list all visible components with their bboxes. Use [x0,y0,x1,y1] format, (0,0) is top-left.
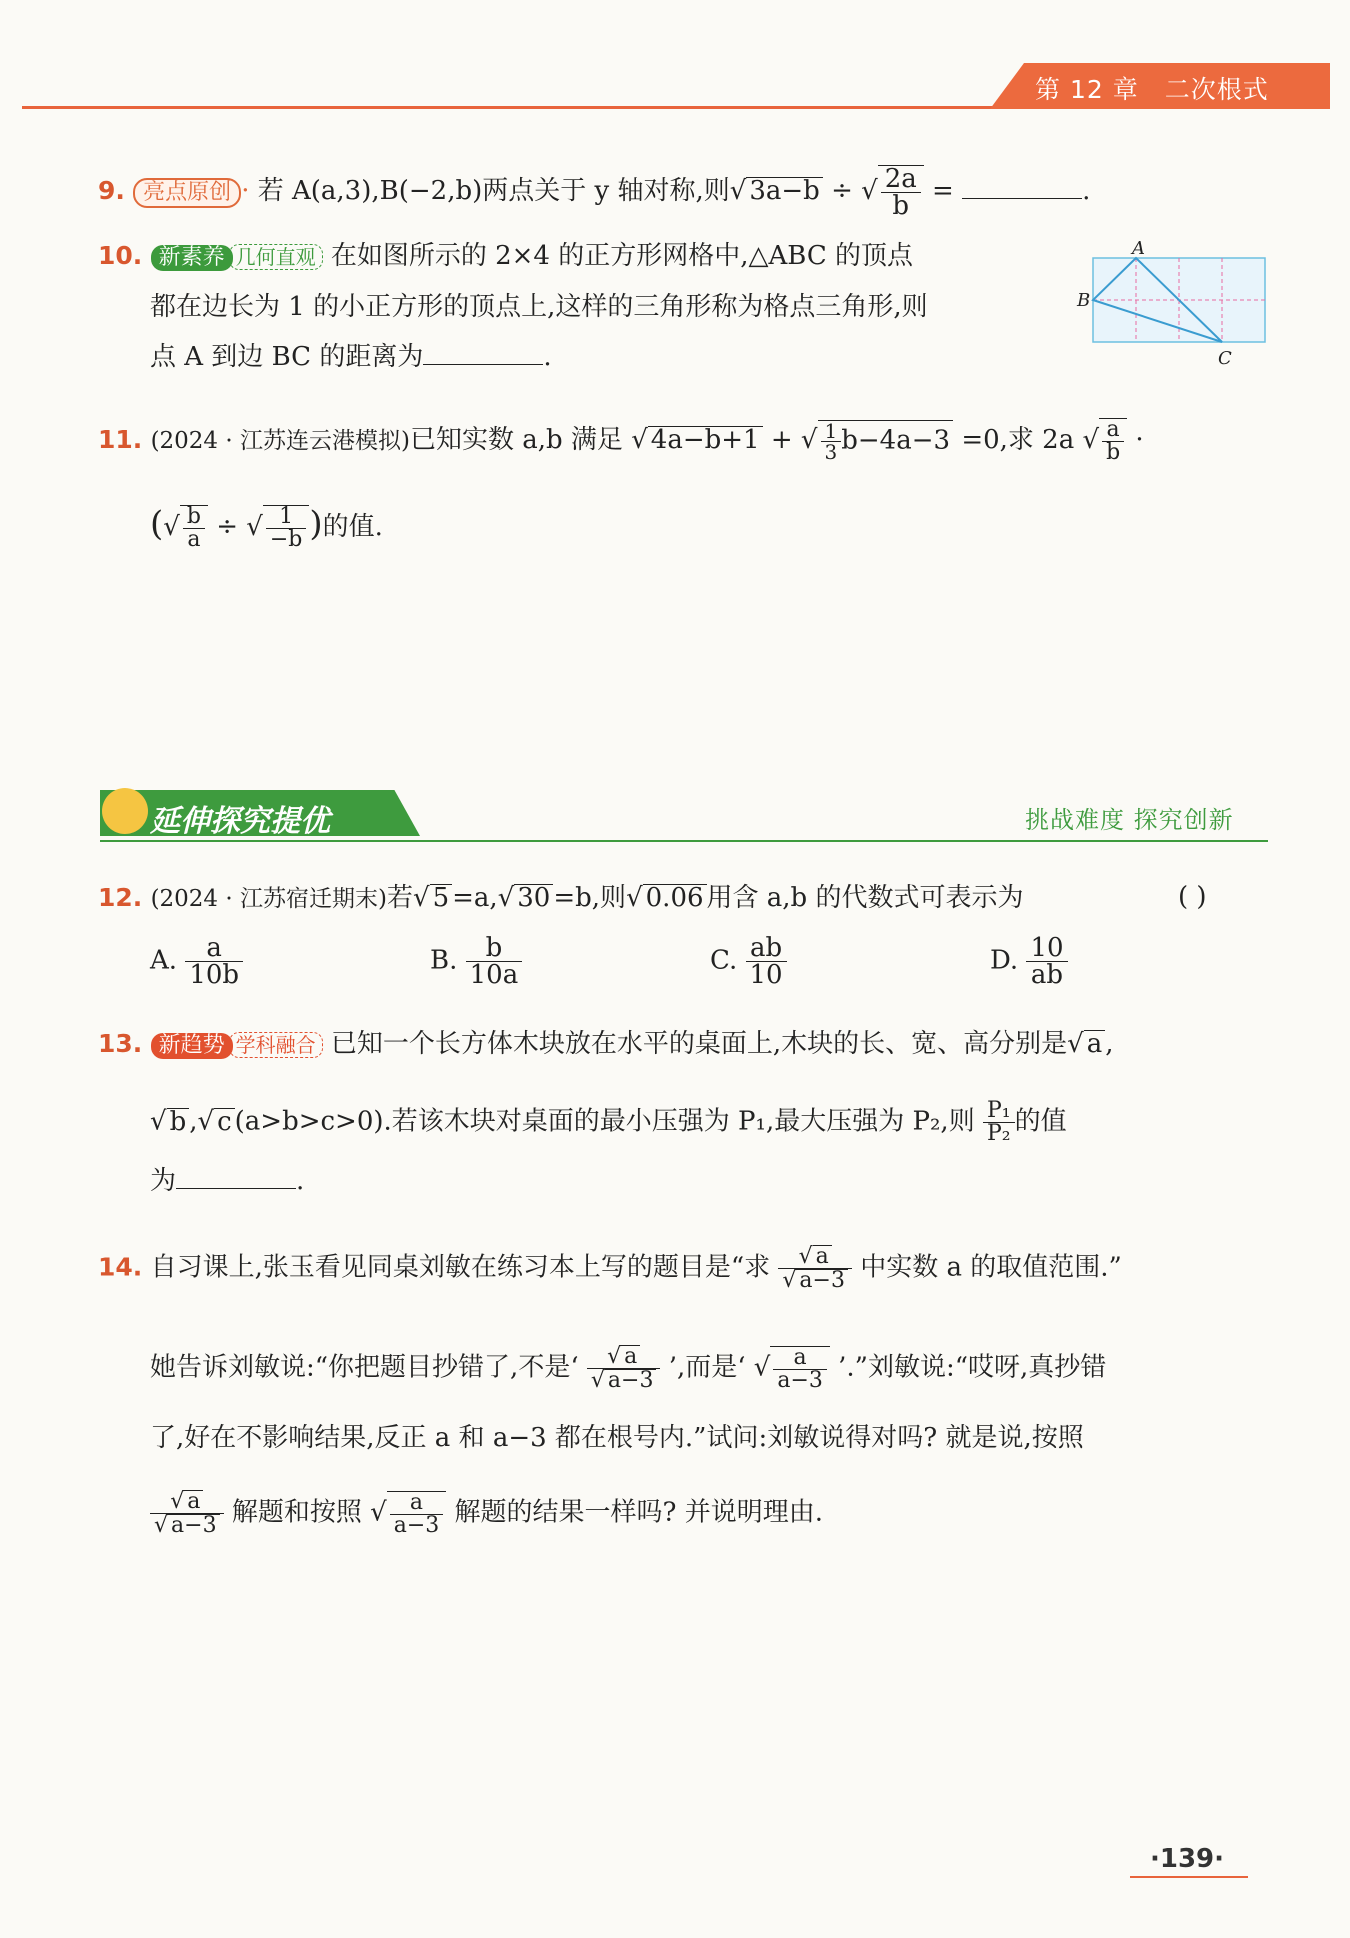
tag-new-literacy: 新素养 [151,245,233,271]
q10-line3: 点 A 到边 BC 的距离为 . [150,342,552,372]
radical-3: $\frac{a}{b}$ [1099,418,1127,464]
question-number: 13. [98,1029,143,1058]
label-a: A [1132,238,1145,259]
q14-line2: 她告诉刘敏说:“你把题目抄错了,不是‘ $\frac{√ a}{√ a-3}$ ’,而是‘ √ $\frac{a}{a-3}$ ’.”刘敏说:“哎呀,真抄错 [150,1344,1107,1393]
q9-radical: 3a−b [746,177,822,204]
label-c: C [1218,348,1232,368]
q9-fraction: $\frac{2a}{b}$ [878,165,924,219]
answer-blank [176,1188,296,1189]
chapter-number: 第 12 章 [1035,75,1139,104]
tag-original: 亮点原创 [133,178,241,208]
chapter-header [1035,70,1295,106]
grid-figure [1075,238,1275,368]
section-rule [100,840,1268,842]
answer-blank [423,364,543,365]
question-number: 9. [98,176,125,205]
question-number: 10. [98,241,143,270]
source: (2024 · 江苏连云港模拟) [150,428,410,454]
q9-end: . [1082,176,1091,206]
section-title: 延伸探究提优 [150,804,330,839]
tag-new-trend: 新趋势 [151,1033,233,1059]
tag-geometry: 几何直观 [229,244,323,270]
q10-line1: 在如图所示的 2×4 的正方形网格中,△ABC 的顶点 [330,241,914,271]
radical-1: 4a−b+1 [648,426,763,453]
question-14: 14. 自习课上,张玉看见同桌刘敏在练习本上写的题目是“求 $\frac{√ a}{√ a-3}$ 中实数 a 的取值范围.” [98,1244,1122,1293]
chapter-title: 二次根式 [1164,75,1269,104]
question-10 [98,243,913,271]
question-11: 11. (2024 · 江苏连云港模拟)已知实数 a,b 满足 √ 4a−b+1 + √ $\frac{1}{3}$ b−4a−3 =0,求 2a √ $\frac{a}{b}$ · [98,417,1144,465]
radical-2: $\frac{1}{3}$ b−4a−3 [818,420,954,462]
q10-line2: 都在边长为 1 的小正方形的顶点上,这样的三角形称为格点三角形,则 [150,292,928,322]
q11-line2: (√ $\frac{b}{a}$ ÷ √ $\frac{1}{-b}$ )的值. [150,504,383,552]
option-d[interactable]: D. $\frac{10}{ab}$ [990,935,1250,988]
source: (2024 · 江苏宿迁期末) [150,886,387,912]
q14-line4: $\frac{√ a}{√ a-3}$ 解题和按照 √ $\frac{a}{a-3}$ 解题的结果一样吗? 并说明理由. [150,1490,823,1537]
options [150,935,1270,988]
option-a[interactable]: A. $\frac{a}{10b}$ [150,935,430,988]
question-13: 13. 新趋势 学科融合 已知一个长方体木块放在水平的桌面上,木块的长、宽、高分别是√ a , [98,1029,1114,1059]
page-rule [1130,1876,1248,1878]
answer-paren: ( ) [1178,882,1207,912]
q9-text: 若 A(a,3),B(−2,b)两点关于 y 轴对称,则 [257,176,730,206]
question-number: 12. [98,883,143,912]
tag-interdisciplinary: 学科融合 [229,1032,323,1058]
option-c[interactable]: C. $\frac{ab}{10}$ [710,935,990,988]
trophy-icon [102,788,148,834]
question-number: 14. [98,1252,143,1282]
section-subtitle: 挑战难度 探究创新 [1025,806,1234,834]
question-number: 11. [98,425,143,454]
label-b: B [1077,290,1091,311]
q13-line3: 为 . [150,1166,305,1196]
q14-line3: 了,好在不影响结果,反正 a 和 a−3 都在根号内.”试问:刘敏说得对吗? 就是说,按照 [150,1423,1084,1453]
divide-sign: ÷ [831,176,853,206]
question-12: 12. (2024 · 江苏宿迁期末)若√ 5 =a,√ 30 =b,则√ 0.06 用含 a,b 的代数式可表示为 [98,883,1024,913]
equals-sign: = [932,176,954,206]
option-b[interactable]: B. $\frac{b}{10a}$ [430,935,710,988]
question-9: 9. 亮点原创 · 若 A(a,3),B(−2,b)两点关于 y 轴对称,则√ 3a−b ÷ √ $\frac{2a}{b}$ = . [98,164,1091,221]
answer-blank [962,198,1082,199]
q13-line2: √ b ,√ c (a>b>c>0).若该木块对桌面的最小压强为 P₁,最大压强为 P₂,则 $\frac{\text{P₁}}{\text{P₂}}$ 的值 [150,1098,1067,1146]
page-number: ·139· [1150,1844,1225,1874]
